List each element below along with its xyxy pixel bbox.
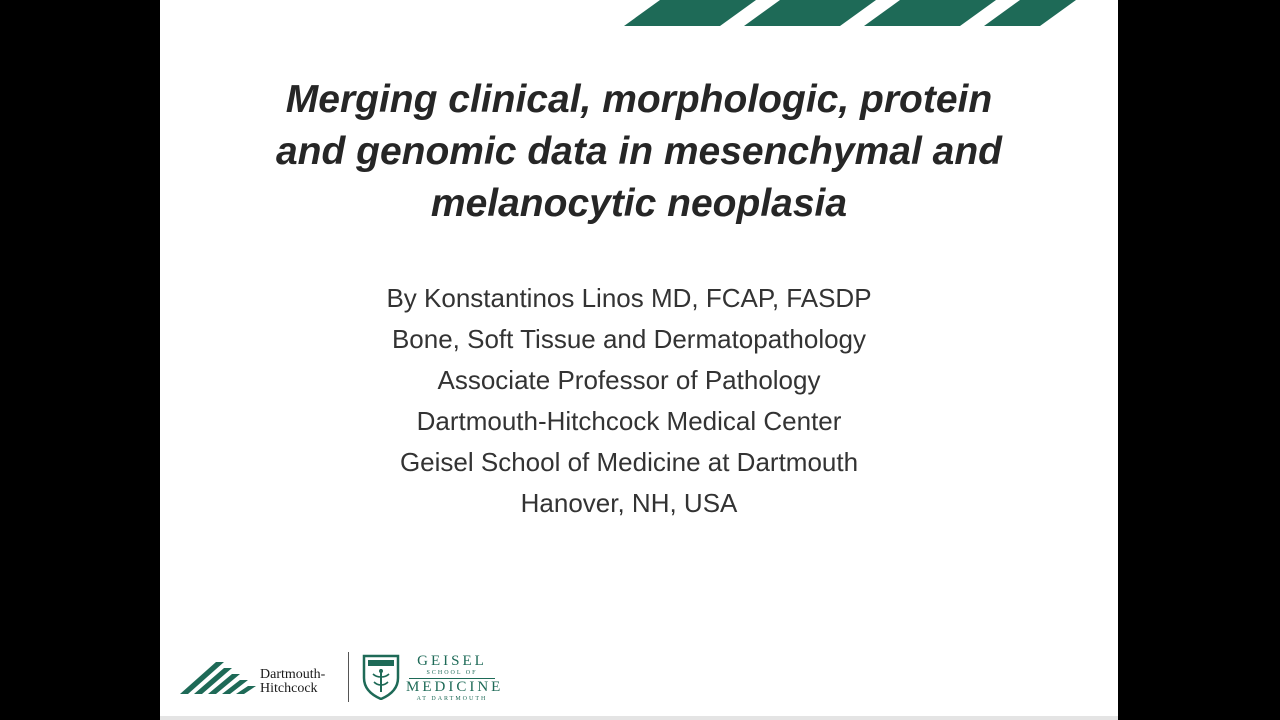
geisel-wordmark (406, 653, 504, 703)
author-specialty: Bone, Soft Tissue and Dermatopathology (391, 324, 867, 354)
presentation-slide (160, 0, 1118, 720)
title-line-1: Merging clinical, morphologic, protein (285, 78, 993, 121)
geisel-shield-icon (362, 654, 400, 700)
title-line-2: and genomic data in mesenchymal and (275, 130, 1003, 173)
header-stripes-icon (160, 0, 1118, 26)
geisel-at-dartmouth: AT DARTMOUTH (416, 696, 488, 702)
title-line-3: melanocytic neoplasia (430, 182, 848, 225)
geisel-medicine: MEDICINE (406, 679, 504, 695)
slide-bottom-edge (160, 716, 1118, 720)
dartmouth-hitchcock-wordmark (260, 668, 325, 696)
geisel-name: GEISEL (417, 653, 487, 669)
author-name: By Konstantinos Linos MD, FCAP, FASDP (386, 283, 872, 313)
author-byline (200, 278, 1058, 524)
geisel-school-of: SCHOOL OF (426, 670, 478, 676)
dh-line-2: Hitchcock (260, 681, 318, 696)
author-position: Associate Professor of Pathology (437, 365, 821, 395)
author-institution: Dartmouth-Hitchcock Medical Center (416, 406, 842, 436)
logo-bar (180, 650, 504, 706)
slide-title (200, 74, 1078, 230)
dh-line-1: Dartmouth- (260, 667, 326, 682)
logo-divider (348, 652, 349, 702)
author-location: Hanover, NH, USA (520, 488, 738, 518)
author-school: Geisel School of Medicine at Dartmouth (399, 447, 859, 477)
dartmouth-hitchcock-logo-icon (180, 656, 258, 698)
